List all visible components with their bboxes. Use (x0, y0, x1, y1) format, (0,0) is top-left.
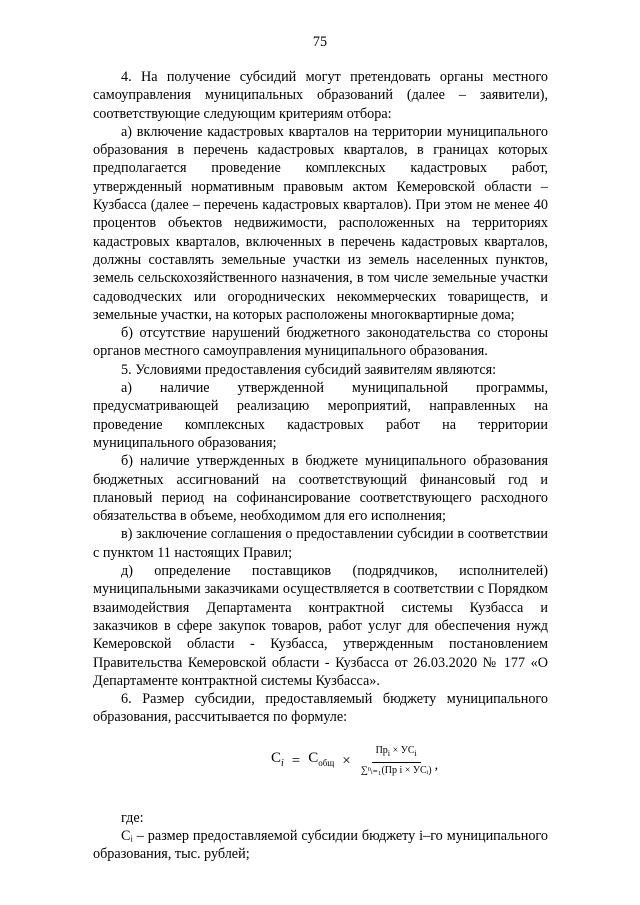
formula-comma: , (434, 757, 439, 773)
formula-denominator: ∑ⁿᵢ₌₁(Пр i × УСᵢ) (360, 764, 432, 776)
formula-lhs: $С_i$ (271, 749, 284, 769)
paragraph-4b: б) отсутствие нарушений бюджетного законодательства со стороны органов местного самоуправления муниципального образования. (93, 325, 548, 360)
document-body (93, 68, 548, 864)
where-label: где: (121, 809, 144, 826)
paragraph-6: 6. Размер субсидии, предоставляемый бюджету муниципального образования, рассчитывается по формуле: (93, 691, 548, 726)
paragraph-4a: а) включение кадастровых кварталов на территории муниципального образования в перечень кадастровых кварталов, в границах которых предполагается проведение комплексных кадастровых работ, утвержденный нормативным правовым актом Кемеровской области – Кузбасса (далее – перечень кадастровых кварталов). При этом не менее 40 процентов объектов недвижимости, расположенных на территориях кадастровых кварталов, включенных в перечень кадастровых кварталов, должны составлять земельные участки из земель населенных пунктов, земель сельскохозяйственного назначения, в том числе земельные участки садоводческих или огороднических некоммерческих товариществ, и земельные участки, на которых расположены многоквартирные дома; (93, 123, 548, 323)
definition-ci: Сᵢ – размер предоставляемой субсидии бюджету i–го муниципального образования, тыс. рублей; (93, 827, 548, 863)
paragraph-5d: д) определение поставщиков (подрядчиков, исполнителей) муниципальными заказчиками осуществляется в соответствии с Порядком взаимодействия Департамента контрактной системы Кузбасса и заказчиков в сфере закупок товаров, работ услуг для обеспечения нужд Кемеровской области - Кузбасса, утвержденным постановлением Правительства Кемеровской области - Кузбасса от 26.03.2020 № 177 «О Департаменте контрактной системы Кузбасса». (93, 563, 548, 689)
formula-numerator: $Пр_i \times УС_i$ (372, 745, 421, 763)
page-number: 75 (312, 34, 328, 50)
paragraph-5: 5. Условиями предоставления субсидий заявителям являются: (121, 361, 497, 378)
paragraph-5b: б) наличие утвержденных в бюджете муниципального образования бюджетных ассигнований на соответствующий финансовый год и плановый период на софинансирование соответствующего расходного обязательства в объеме, необходимом для его исполнения; (93, 453, 548, 525)
paragraph-4: 4. На получение субсидий могут претендовать органы местного самоуправления муниципальных образований (далее – заявители), соответствующие следующим критериям отбора: (93, 69, 548, 122)
paragraph-5a: а) наличие утвержденной муниципальной программы, предусматривающей реализацию мероприятий, направленных на проведение комплексных кадастровых работ на территории муниципального образования; (93, 380, 548, 451)
formula-fraction (359, 745, 434, 777)
subsidy-formula (93, 735, 548, 795)
formula-c-total: $С_{общ}$ (308, 750, 335, 769)
paragraph-5v: в) заключение соглашения о предоставлении субсидии в соответствии с пунктом 11 настоящих Правил; (93, 526, 548, 561)
formula-times: × (342, 752, 351, 769)
formula-equals: = (291, 752, 301, 769)
